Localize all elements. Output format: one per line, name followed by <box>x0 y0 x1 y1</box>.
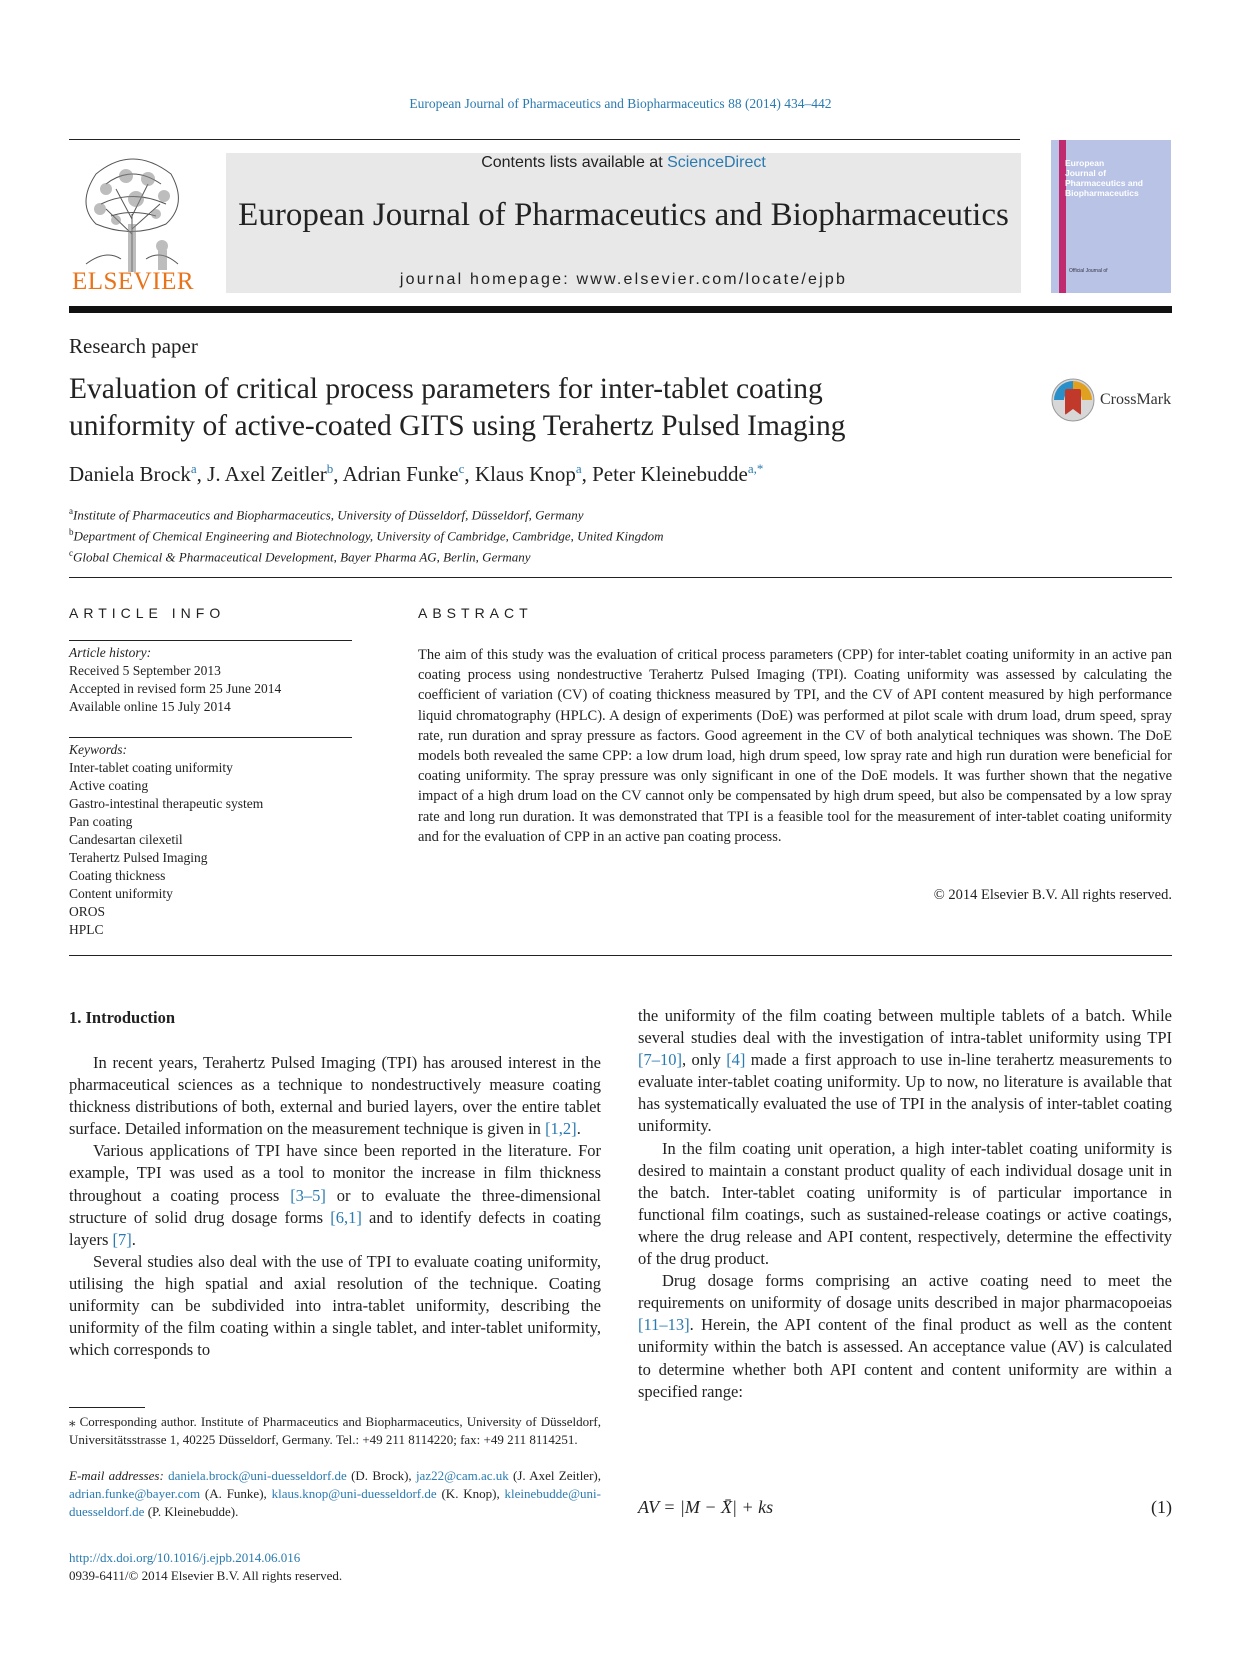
affiliation-item <box>69 524 663 545</box>
section-title: 1. Introduction <box>69 1008 176 1027</box>
article-title <box>69 371 969 445</box>
body-paragraph: Several studies also deal with the use of TPI to evaluate coating uniformity, utilising the high spatial and axial resolution of the technique. Coating uniformity can be subdivided into intra-tablet uniformity, describing the uniformity of the film coating within a single tablet, and inter-tablet uniformity, which corresponds to <box>69 1251 601 1360</box>
body-paragraph: In the film coating unit operation, a high inter-tablet coating uniformity is desired to maintain a constant product quality of each individual dosage unit in the batch. Inter-tablet coating uniformity is of particular importance in functional film coatings, such as sustained-release coatings or active coatings, where the drug release and API content, respectively, determine the effectivity of the drug product. <box>638 1138 1172 1269</box>
cover-title-line: Biopharmaceutics <box>1065 188 1139 198</box>
email-owner: (D. Brock), <box>346 1468 416 1483</box>
article-info-rule <box>69 640 352 641</box>
journal-reference-link[interactable]: European Journal of Pharmaceutics and Biopharmaceutics 88 (2014) 434–442 <box>409 96 832 111</box>
body-text: the uniformity of the film coating between multiple tablets of a batch. While several studies deal with the investigation of intra-tablet uniformity using TPI <box>638 1006 1172 1048</box>
author-separator: , <box>196 462 208 486</box>
body-text: made a first approach to use in-line terahertz measurements to evaluate inter-tablet coating uniformity. Up to now, no literature is available that has systematically evaluated the use of TPI in the analysis of inter-tablet coating uniformity. <box>638 1050 1172 1136</box>
abstract-text: The aim of this study was the evaluation of critical process parameters (CPP) for inter-tablet coating uniformity in an active pan coating process using nondestructive Terahertz Pulsed Imaging (TPI). Coating uniformity was assessed by calculating the coefficient of variation (CV) of coating thickness measured by TPI, and the CV of API content measured by high performance liquid chromatography (HPLC). A design of experiments (DoE) was performed at pilot scale with drum load, drum speed, spray rate, run duration and spray pressure as factors. Good agreement in the CV of both analytical techniques was shown. The DoE models both revealed the same CPP: a low drum load, high drum speed, low spray rate and high run duration were beneficial for coating uniformity. The spray pressure was only significant in one of the DoE models. It was further shown that the negative impact of a high drum load on the CV cannot only be compensated by high drum speed, but also be compensated by a low spray rate and long run duration. It was demonstrated that TPI is a feasible tool for the measurement of inter-tablet coating uniformity and for the evaluation of CPP in an active pan coating process. <box>418 647 1172 845</box>
cover-small-text: Official Journal of <box>1069 268 1108 274</box>
author-affil-mark[interactable]: c <box>458 461 465 476</box>
crossmark-badge[interactable] <box>1050 377 1180 422</box>
article-info-heading: ARTICLE INFO <box>69 605 226 621</box>
keyword-item: Candesartan cilexetil <box>69 832 183 847</box>
cover-title-line: European <box>1065 158 1105 168</box>
issn-line: 0939-6411/© 2014 Elsevier B.V. All rights reserved. <box>69 1568 343 1583</box>
author-name[interactable]: Peter Kleinebudde <box>592 462 748 486</box>
citation-link[interactable]: [7] <box>112 1229 132 1249</box>
body-text: . <box>576 1119 581 1139</box>
keywords-label: Keywords: <box>69 742 127 757</box>
email-label: E-mail addresses: <box>69 1468 164 1483</box>
author-name[interactable]: Adrian Funke <box>342 462 459 486</box>
body-text: Drug dosage forms comprising an active coating need to meet the requirements on uniformity of dosage units described in major pharmacopoeias <box>638 1271 1172 1313</box>
header-rule <box>69 139 1020 140</box>
email-owner: (J. Axel Zeitler), <box>508 1468 601 1483</box>
affiliation-item <box>69 545 663 566</box>
cover-title-line: Pharmaceutics and <box>1065 178 1143 188</box>
author-name[interactable]: Klaus Knop <box>474 462 576 486</box>
citation-link[interactable]: [6,1] <box>330 1207 362 1227</box>
citation-link[interactable]: [3–5] <box>290 1185 326 1205</box>
history-received: Received 5 September 2013 <box>69 663 221 678</box>
article-title-line: uniformity of active-coated GITS using Terahertz Pulsed Imaging <box>69 410 846 442</box>
affiliation-mark: c <box>69 547 73 558</box>
contents-line <box>226 154 1021 172</box>
email-link[interactable]: jaz22@cam.ac.uk <box>415 1468 509 1483</box>
header-thick-rule <box>69 306 1172 313</box>
history-online: Available online 15 July 2014 <box>69 699 231 714</box>
citation-link[interactable]: [4] <box>726 1050 746 1070</box>
corresponding-author-note: ⁎ Corresponding author. Institute of Pharmaceutics and Biopharmaceutics, University of Düsseldorf, Universitätsstrasse 1, 40225 Düsseldorf, Germany. Tel.: +49 211 8114220; fax: +49 211 8114251. <box>69 1414 601 1447</box>
affiliation-mark: a <box>69 506 73 516</box>
keyword-item: Active coating <box>69 778 149 793</box>
article-title-line: Evaluation of critical process parameters for inter-tablet coating <box>69 373 823 405</box>
sciencedirect-link[interactable]: ScienceDirect <box>667 154 766 171</box>
info-top-rule <box>69 577 1172 578</box>
keyword-item: Pan coating <box>69 814 133 829</box>
abstract-heading: ABSTRACT <box>418 605 533 621</box>
citation-link[interactable]: [11–13] <box>638 1315 690 1335</box>
journal-title: European Journal of Pharmaceutics and Biopharmaceutics <box>238 197 1009 233</box>
body-paragraph <box>638 1270 1172 1403</box>
abstract-bottom-rule <box>69 955 1172 956</box>
author-affil-mark[interactable]: a <box>190 461 197 476</box>
body-paragraph <box>69 1052 601 1140</box>
abstract-copyright: © 2014 Elsevier B.V. All rights reserved. <box>933 887 1172 903</box>
body-text: and to identify defects in coating layers <box>69 1207 601 1249</box>
affiliation-item <box>69 503 663 524</box>
email-owner: (K. Knop), <box>436 1486 505 1501</box>
affiliation-text: Global Chemical & Pharmaceutical Development, Bayer Pharma AG, Berlin, Germany <box>73 548 531 564</box>
keywords-block <box>69 741 263 939</box>
body-text: Various applications of TPI have since been reported in the literature. For example, TPI was used as a tool to monitor the increase in film thickness throughout a coating process <box>69 1141 601 1205</box>
equation-expression: AV = |M − X̄| + ks <box>638 1497 774 1517</box>
keyword-item: HPLC <box>69 922 104 937</box>
citation-link[interactable]: [1,2] <box>545 1119 577 1139</box>
journal-homepage[interactable]: journal homepage: www.elsevier.com/locate/ejpb <box>399 271 848 288</box>
body-text: . Herein, the API content of the final product as well as the content uniformity within the batch is assessed. An acceptance value (AV) is calculated to determine whether both API content and content uniformity are within a specified range: <box>638 1315 1172 1401</box>
cover-title-line: Journal of <box>1065 168 1107 178</box>
email-link[interactable]: klaus.knop@uni-duesseldorf.de <box>271 1486 437 1501</box>
keyword-item: OROS <box>69 904 106 919</box>
body-text: In recent years, Terahertz Pulsed Imaging (TPI) has aroused interest in the pharmaceutical sciences as a technique to nondestructively measure coating thickness distributions of both, external and buried layers, over the entire tablet surface. Detailed information on the measurement technique is given in <box>69 1053 601 1139</box>
history-accepted: Accepted in revised form 25 June 2014 <box>69 681 282 696</box>
author-name[interactable]: J. Axel Zeitler <box>207 462 327 486</box>
email-link[interactable]: kleinebudde@uni-duesseldorf.de <box>69 1486 601 1519</box>
doi-link[interactable]: http://dx.doi.org/10.1016/j.ejpb.2014.06.016 <box>69 1550 301 1565</box>
email-addresses <box>69 1467 601 1521</box>
author-affil-mark[interactable]: a,* <box>747 461 764 476</box>
citation-link[interactable]: [7–10] <box>638 1050 682 1070</box>
author-list <box>69 461 763 487</box>
elsevier-wordmark: ELSEVIER <box>71 268 195 295</box>
equation-number: (1) <box>1151 1497 1172 1517</box>
journal-banner <box>226 153 1021 293</box>
article-history-label: Article history: <box>69 645 152 660</box>
journal-cover-thumbnail[interactable] <box>1051 140 1171 293</box>
email-owner: (P. Kleinebudde). <box>144 1504 239 1519</box>
affiliation-text: Department of Chemical Engineering and Biotechnology, University of Cambridge, Cambridge, United Kingdom <box>73 528 664 544</box>
keyword-item: Content uniformity <box>69 886 173 901</box>
equation-1 <box>638 1497 1172 1518</box>
body-paragraph <box>638 1005 1172 1138</box>
body-text: or to evaluate the three-dimensional structure of solid drug dosage forms <box>69 1185 601 1227</box>
body-text: . <box>131 1229 136 1249</box>
email-link[interactable]: daniela.brock@uni-duesseldorf.de <box>168 1468 347 1483</box>
elsevier-logo[interactable] <box>68 150 198 296</box>
author-separator: , <box>581 462 593 486</box>
keyword-item: Inter-tablet coating uniformity <box>69 760 233 775</box>
contents-prefix: Contents lists available at <box>481 154 668 171</box>
keywords-rule <box>69 737 352 738</box>
doi-block <box>69 1549 342 1585</box>
crossmark-label: CrossMark <box>1100 391 1172 408</box>
author-affil-mark[interactable]: b <box>326 461 334 476</box>
affiliation-mark: b <box>69 526 74 537</box>
article-history <box>69 644 281 716</box>
body-right-column <box>638 1005 1172 1403</box>
crossmark-icon <box>1050 377 1096 423</box>
email-link[interactable]: adrian.funke@bayer.com <box>69 1486 201 1501</box>
author-name[interactable]: Daniela Brock <box>69 462 191 486</box>
email-owner: (A. Funke), <box>200 1486 272 1501</box>
body-left-column <box>69 1052 601 1361</box>
body-text: , only <box>682 1050 727 1070</box>
author-separator: , <box>464 462 475 486</box>
body-paragraph <box>69 1140 601 1250</box>
cover-title <box>1065 158 1143 198</box>
article-type: Research paper <box>69 334 198 358</box>
keyword-item: Terahertz Pulsed Imaging <box>69 850 208 865</box>
keyword-item: Gastro-intestinal therapeutic system <box>69 796 264 811</box>
affiliation-text: Institute of Pharmaceutics and Biopharmaceutics, University of Düsseldorf, Düsseldorf, Germany <box>73 507 584 523</box>
author-affil-mark[interactable]: a <box>575 461 582 476</box>
author-separator: , <box>333 462 343 486</box>
elsevier-tree-icon <box>76 154 188 272</box>
keyword-item: Coating thickness <box>69 868 166 883</box>
footnote-rule <box>69 1407 145 1408</box>
affiliation-list <box>69 503 663 565</box>
